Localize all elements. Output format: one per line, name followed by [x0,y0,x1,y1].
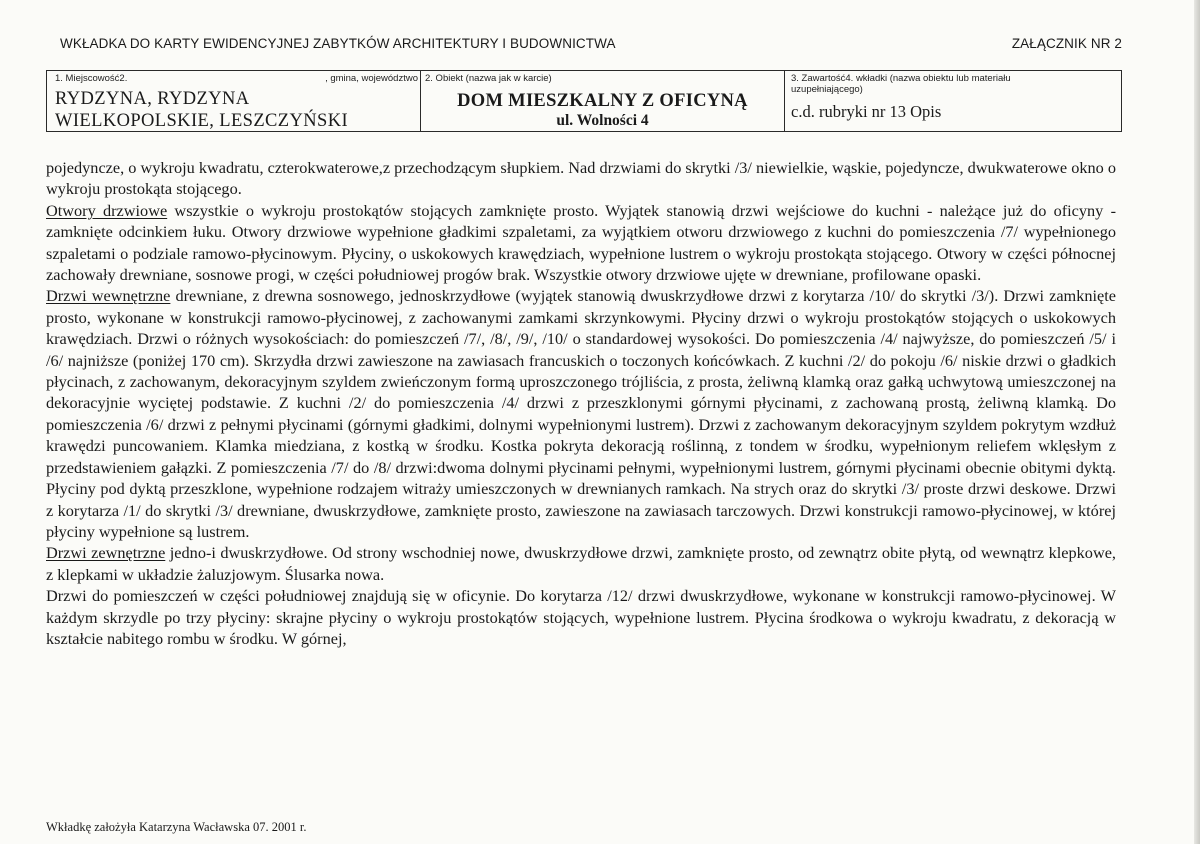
locality-line-1: RYDZYNA, RYDZYNA [55,89,250,109]
paragraph-interior-doors [46,285,1116,542]
header-title: WKŁADKA DO KARTY EWIDENCYJNEJ ZABYTKÓW ARCHITEKTURY I BUDOWNICTWA [60,36,616,51]
field-content-value: c.d. rubryki nr 13 Opis [791,102,942,121]
attachment-number: ZAŁĄCZNIK NR 2 [1011,36,1122,51]
object-address: ul. Wolności 4 [556,112,649,129]
heading-interior-doors: Drzwi wewnętrzne [46,286,171,306]
paragraph-exterior-doors-text: jedno-i dwuskrzydłowe. Od strony wschodniej nowe, dwuskrzydłowe drzwi, zamknięte prosto, od zewnątrz obite płytą, od wewnątrz klepkowe, z klepkami w układzie żaluzjowym. Ślusarka nowa. [46,543,1116,584]
heading-door-openings: Otwory drzwiowe [46,200,168,220]
page-edge-shadow [1194,0,1200,844]
paragraph-exterior-doors [46,542,1116,585]
field-locality-label: 1. Miejscowość2. [55,73,128,84]
paragraph-interior-doors-text: drewniane, z drewna sosnowego, jednoskrzydłowe (wyjątek stanowią dwuskrzydłowe drzwi z korytarza /10/ do skrytki /3/). Drzwi zamknięte prosto, wykonane w konstrukcji ramowo-płycinowej, z zachowanymi zamkami skrzynkowymi. Płyciny drzwi o wykroju prostokątów stojących o uskokowych krawędziach. Drzwi o różnych wysokościach: do pomieszczeń /7/, /8/, /9/, /10/ o standardowej wysokości. Do pomieszczenia /4/ najwyższe, do pomieszczeń /5/ i /6/ najniższe (poniżej 170 cm). Skrzydła drzwi zawieszone na zawiasach francuskich o toczonych końcówkach. Z kuchni /2/ do pokoju /6/ niskie drzwi o gładkich płycinach, z zachowanym, dekoracyjnym szyldem zwieńczonym formą uproszczonego trójliścia, z prosta, żeliwną klamką oraz gałką uchwytową umieszczonej na dekoracyjnie wyciętej podstawie. Z kuchni /2/ do pomieszczenia /4/ drzwi z przeszklonymi górnymi płycinami, z zachowaną prostą, żeliwną klamką. Do pomieszczenia /6/ drzwi z pełnymi płycinami (górnymi gładkimi, dolnymi wypełnionymi lustrem). Drzwi z zachowanym dekoracyjnym szyldem pokrytym wzdłuż krawędzi puncowaniem. Klamka miedziana, z kostką w środku. Kostka pokryta dekoracją roślinną, z tondem w środku, wypełnionym reliefem wklęsłym z przedstawieniem gałązki. Z pomieszczenia /7/ do /8/ drzwi:dwoma dolnymi płycinami pełnymi, wypełnionymi lustrem, górnymi płycinami obecnie obitymi dyktą. Płyciny pod dyktą przeszklone, wypełnione rodzajem witraży umieszczonych w drewnianych ramkach. Na strych oraz do skrytki /3/ proste drzwi deskowe. Drzwi z korytarza /1/ do skrytki /3/ drewniane, dwuskrzydłowe, zamknięte prosto, zawieszone na zawiasach tarczowych. Drzwi konstrukcji ramowo-płycinowej, w której płyciny wypełnione są lustrem. [46,286,1116,541]
heading-exterior-doors: Drzwi zewnętrzne [46,543,166,563]
paragraph-door-openings [46,200,1116,286]
object-name: DOM MIESZKALNY Z OFICYNĄ [457,91,748,111]
description-text [46,157,1116,649]
field-object-label: 2. Obiekt (nazwa jak w karcie) [425,73,552,84]
paragraph-door-openings-text: wszystkie o wykroju prostokątów stojących zamknięte prosto. Wyjątek stanowią drzwi wejściowe do kuchni - należące już do oficyny - zamknięte odcinkiem łuku. Otwory drzwiowe wypełnione gładkimi szpaletami, za wyjątkiem otworu drzwiowego z kuchni do pomieszczenia /7/ wypełnionego szpaletami o podziale ramowo-płycinowym. Płyciny, o uskokowych krawędziach, wypełnione lustrem o wykroju prostokąta stojącego. Otwory w części północnej zachowały drewniane, sosnowe progi, w części południowej progów brak. Wszystkie otwory drzwiowe ujęte w drewniane, profilowane opaski. [46,200,1116,285]
locality-line-2: WIELKOPOLSKIE, LESZCZYŃSKI [55,111,349,131]
field-content [784,71,1121,131]
field-locality-label-extra: , gmina, województwo [325,73,418,84]
paragraph-south-doors: Drzwi do pomieszczeń w części południowej znajdują się w oficynie. Do korytarza /12/ drzwi dwuskrzydłowe, wykonane w konstrukcji ramowo-płycinowej. W każdym skrzydle po trzy płyciny: skrajne płyciny o wykroju prostokątów stojących, wypełnione lustrem. Płycina środkowa o wykroju kwadratu, z dekoracją w kształcie nabitego rombu w środku. W górnej, [46,586,1116,648]
field-content-label: 3. Zawartość4. wkładki (nazwa obiektu lub materiału uzupełniającego) [791,73,1011,95]
field-locality-value [55,88,348,132]
document-header [60,36,1122,51]
author-footer: Wkładkę założyła Katarzyna Wacławska 07. 2001 r. [46,820,307,834]
paragraph-windows: pojedyncze, o wykroju kwadratu, czterokwaterowe,z przechodzącym słupkiem. Nad drzwiami do skrytki /3/ niewielkie, wąskie, pojedyncze, dwukwaterowe okno o wykroju prostokąta stojącego. [46,158,1116,199]
field-object [420,71,784,131]
field-locality [47,71,420,131]
record-fields-table [46,70,1122,132]
